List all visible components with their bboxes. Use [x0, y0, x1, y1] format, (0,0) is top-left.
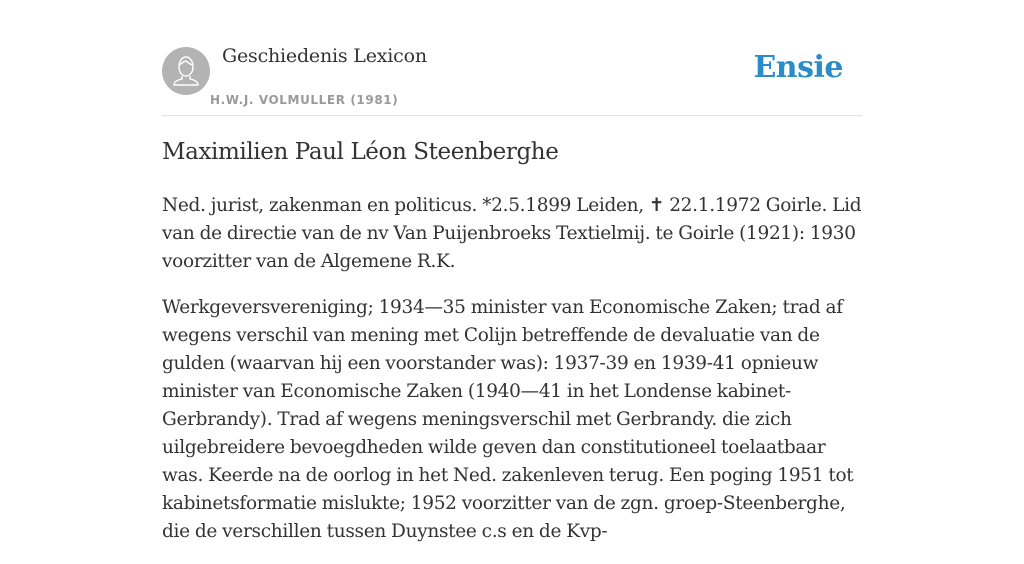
avatar[interactable] — [162, 47, 210, 95]
ensie-logo[interactable]: Ensie — [753, 50, 843, 85]
user-icon — [162, 47, 210, 95]
article-paragraph: Ned. jurist, zakenman en politicus. *2.5.1899 Leiden, ✝ 22.1.1972 Goirle. Lid van de directie van de nv Van Puijenbroeks Textielmij. te Goirle (1921): 1930 voorzitter van de Algemene R.K. — [162, 195, 862, 272]
source-title[interactable]: Geschiedenis Lexicon — [222, 45, 427, 67]
article-title: Maximilien Paul Léon Steenberghe — [162, 139, 559, 165]
article-paragraph: Werkgeversvereniging; 1934—35 minister van Economische Zaken; trad af wegens verschil van mening met Colijn betreffende de devaluatie van de gulden (waarvan hij een voorstander was): 1937-39 en 1939-41 opnieuw minister van Economische Zaken (1940—41 in het Londense kabinet-Gerbrandy). Trad af wegens meningsverschil met Gerbrandy. die zich uilgebreidere bevoegdheden wilde geven dan constitutioneel toelaatbaar was. Keerde na de oorlog in het Ned. zakenleven terug. Een poging 1951 tot kabinetsformatie mislukte; 1952 voorzitter van de zgn. groep-Steenberghe, die de verschillen tussen Duynstee c.s en de Kvp- — [162, 297, 854, 542]
source-author: H.W.J. VOLMULLER (1981) — [210, 93, 399, 107]
article-body — [162, 192, 862, 564]
header — [162, 0, 862, 116]
